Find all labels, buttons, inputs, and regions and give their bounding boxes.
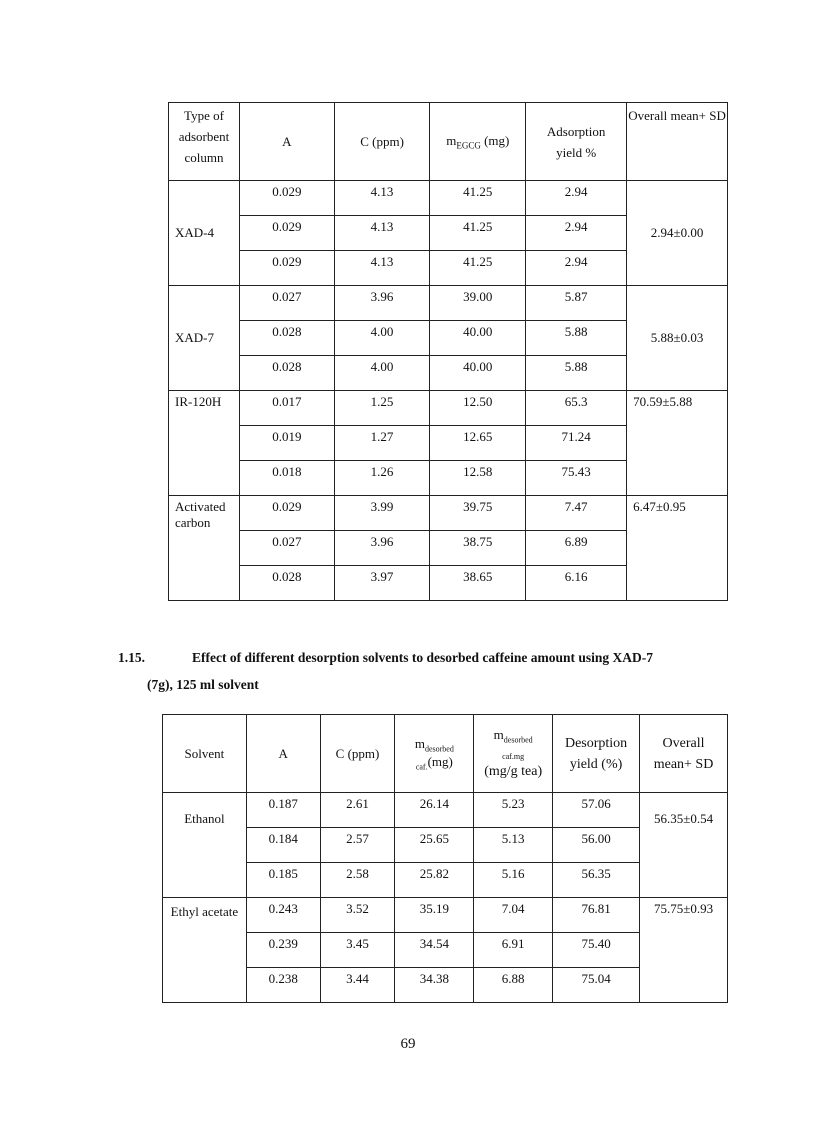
cell-a: 0.019 (239, 426, 334, 461)
page-number: 69 (400, 1036, 416, 1052)
cell-y: 71.24 (526, 426, 627, 461)
cell-m: 41.25 (430, 216, 526, 251)
header-yield: Adsorption yield % (526, 103, 627, 181)
cell-m: 12.65 (430, 426, 526, 461)
table-row (169, 496, 728, 531)
cell-m1: 26.14 (395, 793, 474, 828)
cell-y: 56.35 (553, 863, 640, 898)
cell-m2: 6.91 (474, 933, 553, 968)
adsorption-table (168, 102, 728, 601)
section-title-line2: (7g), 125 ml solvent (147, 677, 259, 692)
cell-m: 41.25 (430, 251, 526, 286)
cell-m1: 34.54 (395, 933, 474, 968)
cell-y: 75.40 (553, 933, 640, 968)
cell-c: 3.96 (334, 286, 430, 321)
cell-y: 6.89 (526, 531, 627, 566)
cell-y: 65.3 (526, 391, 627, 426)
table-row (169, 391, 728, 426)
desorption-table (162, 714, 728, 1003)
cell-a: 0.029 (239, 216, 334, 251)
cell-c: 4.13 (334, 216, 430, 251)
cell-y: 2.94 (526, 216, 627, 251)
cell-y: 6.16 (526, 566, 627, 601)
cell-m2: 6.88 (474, 968, 553, 1003)
group-name: XAD-4 (169, 181, 240, 286)
cell-m2: 5.23 (474, 793, 553, 828)
group-overall: 2.94±0.00 (627, 181, 728, 286)
table-header-row (169, 103, 728, 181)
cell-c: 3.96 (334, 531, 430, 566)
cell-c: 3.52 (320, 898, 395, 933)
cell-c: 4.00 (334, 356, 430, 391)
group-name: XAD-7 (169, 286, 240, 391)
group-name: IR-120H (169, 391, 240, 496)
cell-m: 38.75 (430, 531, 526, 566)
group-overall: 6.47±0.95 (627, 496, 728, 601)
cell-c: 4.13 (334, 251, 430, 286)
table-row (169, 181, 728, 216)
group-overall: 75.75±0.93 (640, 898, 728, 1003)
group-overall: 70.59±5.88 (627, 391, 728, 496)
cell-m: 40.00 (430, 321, 526, 356)
section-title-line1: Effect of different desorption solvents to desorbed caffeine amount using XAD-7 (192, 650, 653, 665)
cell-m: 39.75 (430, 496, 526, 531)
table-row (163, 898, 728, 933)
cell-m2: 5.13 (474, 828, 553, 863)
cell-y: 5.88 (526, 321, 627, 356)
group-name: Ethanol (163, 793, 247, 898)
cell-y: 75.43 (526, 461, 627, 496)
group-name: Activated carbon (169, 496, 240, 601)
cell-m1: 25.82 (395, 863, 474, 898)
cell-a: 0.238 (246, 968, 320, 1003)
cell-y: 7.47 (526, 496, 627, 531)
header-overall: Overall mean+ SD (627, 103, 728, 181)
cell-y: 5.87 (526, 286, 627, 321)
header-a: A (246, 715, 320, 793)
cell-y: 2.94 (526, 181, 627, 216)
header-a: A (239, 103, 334, 181)
cell-a: 0.028 (239, 321, 334, 356)
cell-c: 1.26 (334, 461, 430, 496)
header-type: Type of adsorbent column (169, 103, 240, 181)
cell-m: 39.00 (430, 286, 526, 321)
cell-c: 3.44 (320, 968, 395, 1003)
header-c: C (ppm) (334, 103, 430, 181)
cell-y: 76.81 (553, 898, 640, 933)
cell-y: 75.04 (553, 968, 640, 1003)
cell-c: 4.13 (334, 181, 430, 216)
cell-m: 12.58 (430, 461, 526, 496)
cell-m: 40.00 (430, 356, 526, 391)
cell-y: 56.00 (553, 828, 640, 863)
cell-m1: 25.65 (395, 828, 474, 863)
header-m-desorbed-mg: $m_{desorbed}$ $_{caf.}$(mg) (395, 715, 474, 793)
cell-c: 4.00 (334, 321, 430, 356)
header-m-egcg: $m_{EGCG}$ (mg) (430, 103, 526, 181)
cell-c: 3.97 (334, 566, 430, 601)
cell-a: 0.029 (239, 181, 334, 216)
group-overall: 56.35±0.54 (640, 793, 728, 898)
cell-a: 0.028 (239, 566, 334, 601)
header-m-desorbed-per-tea: $m_{desorbed}$ caf.mg (mg/g tea) (474, 715, 553, 793)
cell-y: 57.06 (553, 793, 640, 828)
cell-c: 3.45 (320, 933, 395, 968)
cell-c: 1.27 (334, 426, 430, 461)
section-number: 1.15. (118, 650, 145, 665)
header-solvent: Solvent (163, 715, 247, 793)
cell-c: 3.99 (334, 496, 430, 531)
cell-m1: 34.38 (395, 968, 474, 1003)
table-row (163, 793, 728, 828)
group-overall: 5.88±0.03 (627, 286, 728, 391)
cell-a: 0.187 (246, 793, 320, 828)
table-header-row (163, 715, 728, 793)
group-name: Ethyl acetate (163, 898, 247, 1003)
cell-c: 1.25 (334, 391, 430, 426)
cell-a: 0.029 (239, 251, 334, 286)
cell-a: 0.029 (239, 496, 334, 531)
cell-c: 2.58 (320, 863, 395, 898)
cell-m: 12.50 (430, 391, 526, 426)
cell-a: 0.239 (246, 933, 320, 968)
cell-y: 2.94 (526, 251, 627, 286)
cell-a: 0.027 (239, 531, 334, 566)
cell-m2: 5.16 (474, 863, 553, 898)
cell-c: 2.61 (320, 793, 395, 828)
cell-a: 0.243 (246, 898, 320, 933)
cell-m: 38.65 (430, 566, 526, 601)
cell-a: 0.018 (239, 461, 334, 496)
header-c: C (ppm) (320, 715, 395, 793)
header-desorption-yield: Desorption yield (%) (553, 715, 640, 793)
cell-a: 0.184 (246, 828, 320, 863)
cell-a: 0.185 (246, 863, 320, 898)
cell-a: 0.028 (239, 356, 334, 391)
header-overall: Overall mean+ SD (640, 715, 728, 793)
table-row (169, 286, 728, 321)
cell-m1: 35.19 (395, 898, 474, 933)
cell-c: 2.57 (320, 828, 395, 863)
cell-m: 41.25 (430, 181, 526, 216)
cell-a: 0.017 (239, 391, 334, 426)
cell-m2: 7.04 (474, 898, 553, 933)
cell-a: 0.027 (239, 286, 334, 321)
cell-y: 5.88 (526, 356, 627, 391)
